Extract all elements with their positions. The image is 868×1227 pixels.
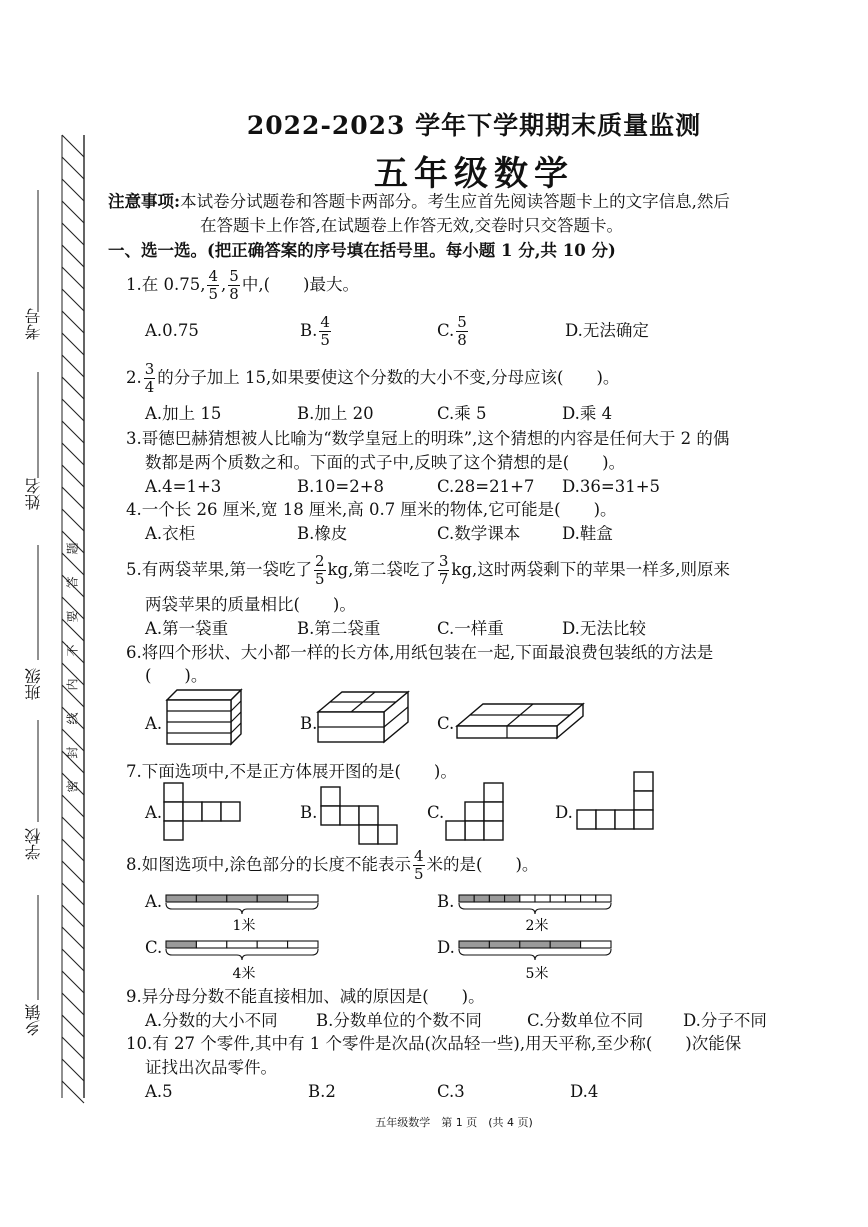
question-10-line-1: 10.有 27 个零件,其中有 1 个零件是次品(次品轻一些),用天平称,至少称( )次能保 (126, 1034, 742, 1053)
seal-char: 线 (65, 712, 80, 725)
q1-fraction-2: $\frac{5}{8}$ (229, 266, 239, 303)
q8-option-c: C. (145, 938, 163, 957)
q7-option-c: C. (427, 803, 445, 822)
q7-net-b-figure (320, 786, 400, 846)
q8-bar-a-figure (164, 893, 320, 933)
q9-option-d: D.分子不同 (683, 1011, 767, 1030)
shaded-segment (489, 895, 504, 902)
question-9: 9.异分母分数不能直接相加、减的原因是( )。 (126, 987, 485, 1006)
question-4: 4.一个长 26 厘米,宽 18 厘米,高 0.7 厘米的物体,它可能是( )。 (126, 500, 617, 519)
q1-option-a: A.0.75 (145, 321, 199, 340)
notice-line-2: 在答题卡上作答,在试题卷上作答无效,交卷时只交答题卡。 (200, 216, 623, 235)
hatch-line (62, 509, 84, 531)
q8-label-b: 2米 (525, 918, 549, 933)
hatch-line (62, 421, 84, 443)
hatch-line (62, 971, 84, 993)
hatch-line (62, 1037, 84, 1059)
notice-label: 注意事项: (108, 192, 181, 211)
hatch-line (62, 267, 84, 289)
q4-option-c: C.数学课本 (437, 524, 521, 543)
hatch-line (62, 223, 84, 245)
empty-segment (257, 941, 287, 948)
q8-bar-b-figure (457, 893, 613, 933)
hatch-line (62, 993, 84, 1015)
shaded-segment (550, 941, 580, 948)
q6-stack-vertical-figure (165, 688, 245, 748)
q2-option-a: A.加上 15 (145, 404, 222, 423)
empty-segment (550, 895, 565, 902)
hatch-line (62, 465, 84, 487)
q1-option-c: C. $\frac{5}{8}$ (437, 312, 467, 349)
shaded-segment (459, 895, 474, 902)
hatch-line (62, 399, 84, 421)
empty-segment (581, 895, 596, 902)
hatch-line (62, 839, 84, 861)
seal-char: 不 (65, 644, 80, 657)
q10-option-a: A.5 (145, 1082, 173, 1101)
q5-option-c: C.一样重 (437, 619, 504, 638)
q1-fraction-1: $\frac{4}{5}$ (208, 266, 219, 303)
q5-option-b: B.第二袋重 (297, 619, 381, 638)
empty-segment (196, 941, 226, 948)
question-6-line-1: 6.将四个形状、大小都一样的长方体,用纸包装在一起,下面最浪费包装纸的方法是 (126, 643, 714, 662)
hatch-line (62, 1015, 84, 1037)
shaded-segment (520, 941, 550, 948)
q5-fraction-2: $\frac{3}{7}$ (438, 551, 449, 588)
subject-title: 五年级数学 (374, 154, 574, 194)
q8-label-c: 4米 (232, 966, 256, 981)
q7-net-d-figure (576, 771, 656, 833)
q10-option-c: C.3 (437, 1082, 465, 1101)
empty-segment (288, 895, 318, 902)
q8-bar-c-figure (164, 939, 320, 981)
shaded-segment (166, 941, 196, 948)
q8-fraction: $\frac{4}{5}$ (414, 846, 424, 883)
q5-option-a: A.第一袋重 (145, 619, 229, 638)
question-1 (126, 267, 359, 303)
town-label: 乡镇 (24, 1004, 43, 1036)
q9-option-a: A.分数的大小不同 (145, 1011, 278, 1030)
q3-option-c: C.28=21+7 (437, 477, 535, 496)
shaded-segment (505, 895, 520, 902)
q3-option-a: A.4=1+3 (145, 477, 222, 496)
hatch-line (62, 311, 84, 333)
q7-net-c-figure (445, 782, 525, 842)
exam-number-label: 考号 (24, 308, 43, 340)
question-3-line-2: 数都是两个质数之和。下面的式子中,反映了这个猜想的是( )。 (145, 453, 626, 472)
notice-line-1: 本试卷分试题卷和答题卡两部分。考生应首先阅读答题卡上的文字信息,然后 (180, 192, 730, 211)
hatch-line (62, 1081, 84, 1103)
q8-option-a: A. (145, 892, 163, 911)
brace (166, 949, 318, 960)
seal-char: 答 (65, 576, 80, 589)
hatch-line (62, 553, 84, 575)
q4-option-b: B.橡皮 (297, 524, 348, 543)
q8-bar-d-figure (457, 939, 613, 981)
hatch-line (62, 905, 84, 927)
hatch-line (62, 927, 84, 949)
q8-label-d: 5米 (525, 966, 549, 981)
shaded-segment (459, 941, 489, 948)
q1-option-d: D.无法确定 (565, 321, 649, 340)
shaded-segment (474, 895, 489, 902)
q1-text-post: 中,( )最大。 (241, 275, 359, 294)
q1-sep: , (221, 275, 227, 294)
seal-char: 要 (65, 610, 80, 623)
q4-option-d: D.鞋盒 (562, 524, 613, 543)
hatch-line (62, 377, 84, 399)
hatch-line (62, 487, 84, 509)
brace (459, 903, 611, 914)
question-2: 2. $\frac{3}{4}$ 的分子加上 15,如果要使这个分数的大小不变,分母应该( )。 (126, 359, 620, 396)
empty-segment (565, 895, 580, 902)
hatch-line (62, 817, 84, 839)
q8-option-d: D. (437, 938, 455, 957)
seal-char: 内 (65, 678, 80, 691)
empty-segment (581, 941, 611, 948)
class-label: 班级 (24, 668, 43, 700)
question-5-line-1: 5.有两袋苹果,第一袋吃了 $\frac{2}{5}$ kg,第二袋吃了 $\frac{3}{7}$ kg,这时两袋剩下的苹果一样多,则原来 (126, 551, 730, 588)
notice (108, 191, 730, 213)
q5-fraction-1: $\frac{2}{5}$ (315, 551, 325, 588)
seal-char: 题 (65, 542, 80, 555)
seal-char: 密 (65, 780, 80, 793)
empty-segment (520, 895, 535, 902)
q6-stack-2x2-figure (316, 690, 411, 746)
question-6-line-2: ( )。 (145, 666, 208, 685)
q9-option-b: B.分数单位的个数不同 (316, 1011, 482, 1030)
brace (166, 903, 318, 914)
empty-segment (535, 895, 550, 902)
q6-option-c: C. (437, 714, 455, 733)
q8-option-b: B. (437, 892, 455, 911)
q2-option-d: D.乘 4 (562, 404, 613, 423)
question-10-line-2: 证找出次品零件。 (145, 1058, 277, 1077)
empty-segment (288, 941, 318, 948)
q4-option-a: A.衣柜 (145, 524, 196, 543)
q6-option-a: A. (145, 714, 163, 733)
question-5-line-2: 两袋苹果的质量相比( )。 (145, 595, 356, 614)
hatch-line (62, 861, 84, 883)
q10-option-d: D.4 (570, 1082, 599, 1101)
hatch-line (62, 201, 84, 223)
hatch-line (62, 289, 84, 311)
question-8: 8.如图选项中,涂色部分的长度不能表示 $\frac{4}{5}$ 米的是( )。 (126, 846, 539, 883)
exam-title: 2022-2023 学年下学期期末质量监测 (246, 111, 702, 140)
hatch-line (62, 443, 84, 465)
hatch-line (62, 949, 84, 971)
hatch-line (62, 245, 84, 267)
shaded-segment (489, 941, 519, 948)
q6-option-b: B. (300, 714, 318, 733)
q7-option-d: D. (555, 803, 573, 822)
question-7: 7.下面选项中,不是正方体展开图的是( )。 (126, 762, 457, 781)
name-label: 姓名 (24, 478, 43, 510)
shaded-segment (196, 895, 226, 902)
shaded-segment (227, 895, 257, 902)
q3-option-b: B.10=2+8 (297, 477, 385, 496)
hatch-line (62, 333, 84, 355)
hatch-line (62, 1059, 84, 1081)
q6-flat-layout-figure (455, 700, 587, 740)
q1-option-b: B. $\frac{4}{5}$ (300, 312, 330, 349)
question-3-line-1: 3.哥德巴赫猜想被人比喻为“数学皇冠上的明珠”,这个猜想的内容是任何大于 2 的偶 (126, 429, 730, 448)
q2-fraction: $\frac{3}{4}$ (144, 359, 155, 396)
empty-segment (227, 941, 257, 948)
q10-option-b: B.2 (308, 1082, 336, 1101)
brace (459, 949, 611, 960)
q2-option-b: B.加上 20 (297, 404, 374, 423)
q7-net-a-figure (163, 782, 243, 842)
section-1-heading: 一、选一选。(把正确答案的序号填在括号里。每小题 1 分,共 10 分) (108, 241, 616, 260)
shaded-segment (166, 895, 196, 902)
empty-segment (596, 895, 611, 902)
q1-text-pre: 1.在 0.75, (126, 275, 206, 294)
hatch-line (62, 883, 84, 905)
page-footer: 五年级数学 第 1 页 (共 4 页) (375, 1116, 533, 1129)
q3-option-d: D.36=31+5 (562, 477, 661, 496)
q7-option-b: B. (300, 803, 318, 822)
hatch-line (62, 795, 84, 817)
q8-label-a: 1米 (232, 918, 256, 933)
school-label: 学校 (24, 828, 43, 860)
q5-option-d: D.无法比较 (562, 619, 646, 638)
q2-option-c: C.乘 5 (437, 404, 487, 423)
seal-char: 封 (65, 746, 80, 759)
shaded-segment (257, 895, 287, 902)
hatch-line (62, 355, 84, 377)
q7-option-a: A. (145, 803, 163, 822)
q9-option-c: C.分数单位不同 (527, 1011, 644, 1030)
